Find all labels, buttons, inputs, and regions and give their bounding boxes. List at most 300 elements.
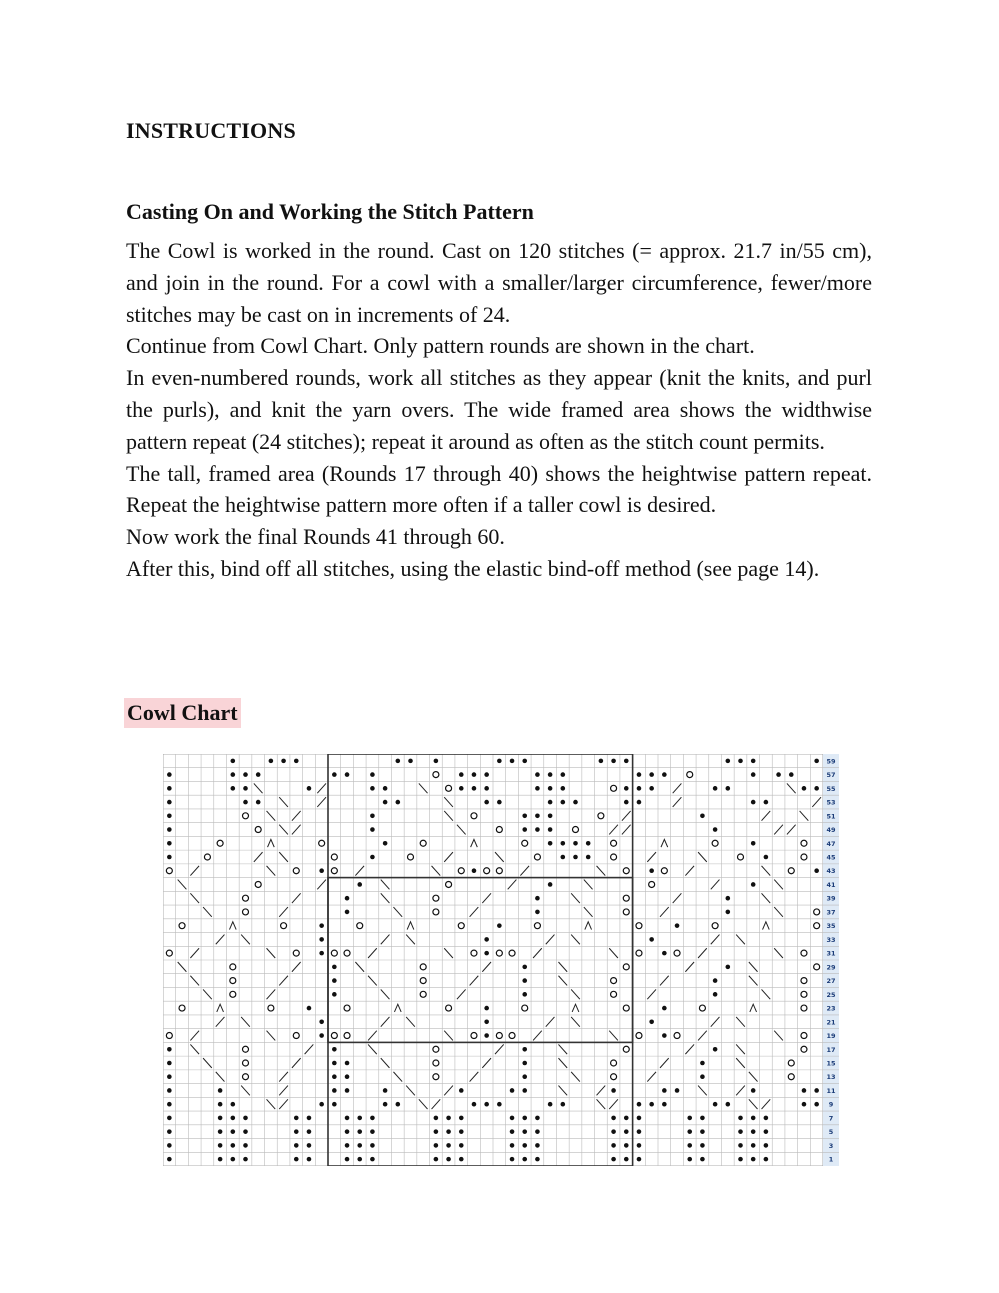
- purl-stitch: [535, 786, 540, 791]
- purl-stitch: [484, 1033, 489, 1038]
- purl-stitch: [319, 1102, 324, 1107]
- purl-stitch: [700, 1157, 705, 1162]
- purl-stitch: [726, 786, 731, 791]
- purl-stitch: [751, 1088, 756, 1093]
- purl-stitch: [522, 814, 527, 819]
- purl-stitch: [231, 1129, 236, 1134]
- round-label: 17: [826, 1045, 836, 1054]
- purl-stitch: [713, 1047, 718, 1052]
- purl-stitch: [167, 772, 172, 777]
- purl-stitch: [231, 772, 236, 777]
- purl-stitch: [535, 896, 540, 901]
- purl-stitch: [218, 1129, 223, 1134]
- purl-stitch: [535, 1143, 540, 1148]
- purl-stitch: [522, 1143, 527, 1148]
- purl-stitch: [167, 1074, 172, 1079]
- purl-stitch: [231, 1116, 236, 1121]
- round-label: 39: [826, 894, 836, 903]
- purl-stitch: [319, 951, 324, 956]
- purl-stitch: [624, 1129, 629, 1134]
- purl-stitch: [649, 772, 654, 777]
- purl-stitch: [561, 841, 566, 846]
- purl-stitch: [535, 772, 540, 777]
- purl-stitch: [294, 1143, 299, 1148]
- purl-stitch: [713, 827, 718, 832]
- purl-stitch: [319, 937, 324, 942]
- purl-stitch: [497, 1102, 502, 1107]
- purl-stitch: [446, 1157, 451, 1162]
- purl-stitch: [459, 1129, 464, 1134]
- purl-stitch: [561, 772, 566, 777]
- purl-stitch: [738, 1129, 743, 1134]
- purl-stitch: [484, 1102, 489, 1107]
- purl-stitch: [357, 1157, 362, 1162]
- purl-stitch: [319, 1033, 324, 1038]
- purl-stitch: [687, 1143, 692, 1148]
- purl-stitch: [700, 1074, 705, 1079]
- round-label: 41: [826, 880, 836, 889]
- purl-stitch: [611, 1129, 616, 1134]
- purl-stitch: [497, 800, 502, 805]
- purl-stitch: [167, 1143, 172, 1148]
- purl-stitch: [649, 1102, 654, 1107]
- purl-stitch: [535, 814, 540, 819]
- purl-stitch: [637, 1129, 642, 1134]
- purl-stitch: [649, 1020, 654, 1025]
- purl-stitch: [611, 1088, 616, 1093]
- purl-stitch: [497, 759, 502, 764]
- round-label: 59: [826, 757, 836, 766]
- purl-stitch: [522, 1157, 527, 1162]
- purl-stitch: [548, 882, 553, 887]
- purl-stitch: [446, 1116, 451, 1121]
- purl-stitch: [751, 1129, 756, 1134]
- purl-stitch: [535, 1116, 540, 1121]
- purl-stitch: [459, 1157, 464, 1162]
- chart-title: Cowl Chart: [124, 698, 241, 728]
- purl-stitch: [687, 1116, 692, 1121]
- purl-stitch: [675, 923, 680, 928]
- purl-stitch: [484, 786, 489, 791]
- purl-stitch: [484, 800, 489, 805]
- purl-stitch: [396, 800, 401, 805]
- purl-stitch: [522, 1088, 527, 1093]
- purl-stitch: [167, 800, 172, 805]
- purl-stitch: [738, 1157, 743, 1162]
- purl-stitch: [548, 814, 553, 819]
- purl-stitch: [548, 786, 553, 791]
- purl-stitch: [307, 1116, 312, 1121]
- purl-stitch: [167, 1116, 172, 1121]
- purl-stitch: [345, 1074, 350, 1079]
- purl-stitch: [726, 910, 731, 915]
- purl-stitch: [662, 951, 667, 956]
- purl-stitch: [751, 772, 756, 777]
- purl-stitch: [599, 759, 604, 764]
- paragraph-continue: Continue from Cowl Chart. Only pattern rounds are shown in the chart.: [126, 333, 755, 359]
- round-label: 29: [826, 963, 836, 972]
- purl-stitch: [434, 1116, 439, 1121]
- purl-stitch: [332, 992, 337, 997]
- purl-stitch: [561, 786, 566, 791]
- purl-stitch: [637, 1157, 642, 1162]
- purl-stitch: [243, 1116, 248, 1121]
- purl-stitch: [345, 1061, 350, 1066]
- purl-stitch: [218, 1116, 223, 1121]
- purl-stitch: [726, 1102, 731, 1107]
- purl-stitch: [700, 814, 705, 819]
- purl-stitch: [624, 1157, 629, 1162]
- purl-stitch: [332, 1061, 337, 1066]
- purl-stitch: [345, 910, 350, 915]
- purl-stitch: [535, 1157, 540, 1162]
- purl-stitch: [687, 1157, 692, 1162]
- purl-stitch: [459, 772, 464, 777]
- purl-stitch: [561, 800, 566, 805]
- purl-stitch: [243, 786, 248, 791]
- purl-stitch: [624, 1143, 629, 1148]
- purl-stitch: [307, 786, 312, 791]
- purl-stitch: [256, 800, 261, 805]
- purl-stitch: [167, 1157, 172, 1162]
- purl-stitch: [408, 759, 413, 764]
- purl-stitch: [332, 1088, 337, 1093]
- cowl-chart: [163, 754, 839, 1166]
- purl-stitch: [535, 910, 540, 915]
- purl-stitch: [764, 1129, 769, 1134]
- purl-stitch: [434, 1157, 439, 1162]
- purl-stitch: [738, 1143, 743, 1148]
- purl-stitch: [548, 800, 553, 805]
- purl-stitch: [294, 1129, 299, 1134]
- purl-stitch: [802, 786, 807, 791]
- cowl-chart-grid: [163, 754, 839, 1166]
- round-label: 23: [826, 1004, 836, 1013]
- purl-stitch: [637, 1102, 642, 1107]
- purl-stitch: [294, 759, 299, 764]
- purl-stitch: [764, 1157, 769, 1162]
- purl-stitch: [662, 772, 667, 777]
- purl-stitch: [649, 868, 654, 873]
- paragraph-bind-off: After this, bind off all stitches, using the elastic bind-off method (see page 14).: [126, 555, 820, 581]
- round-label: 19: [826, 1032, 836, 1041]
- purl-stitch: [726, 965, 731, 970]
- round-label: 3: [828, 1141, 834, 1150]
- purl-stitch: [522, 759, 527, 764]
- round-label: 45: [826, 853, 836, 862]
- purl-stitch: [357, 1116, 362, 1121]
- purl-stitch: [713, 786, 718, 791]
- purl-stitch: [535, 827, 540, 832]
- purl-stitch: [751, 841, 756, 846]
- purl-stitch: [370, 1129, 375, 1134]
- purl-stitch: [484, 1020, 489, 1025]
- purl-stitch: [586, 855, 591, 860]
- purl-stitch: [167, 841, 172, 846]
- purl-stitch: [319, 868, 324, 873]
- round-label: 5: [828, 1128, 834, 1137]
- purl-stitch: [637, 1143, 642, 1148]
- round-label: 49: [826, 826, 836, 835]
- purl-stitch: [332, 1047, 337, 1052]
- purl-stitch: [522, 992, 527, 997]
- purl-stitch: [345, 1143, 350, 1148]
- purl-stitch: [700, 1129, 705, 1134]
- purl-stitch: [472, 1102, 477, 1107]
- purl-stitch: [243, 1143, 248, 1148]
- purl-stitch: [637, 786, 642, 791]
- purl-stitch: [370, 1157, 375, 1162]
- purl-stitch: [383, 786, 388, 791]
- purl-stitch: [269, 759, 274, 764]
- purl-stitch: [396, 1102, 401, 1107]
- purl-stitch: [370, 772, 375, 777]
- round-label: 33: [826, 935, 836, 944]
- purl-stitch: [548, 1102, 553, 1107]
- purl-stitch: [167, 827, 172, 832]
- purl-stitch: [294, 1116, 299, 1121]
- purl-stitch: [522, 827, 527, 832]
- round-label: 51: [826, 812, 836, 821]
- purl-stitch: [814, 1088, 819, 1093]
- purl-stitch: [167, 1047, 172, 1052]
- round-label: 47: [826, 839, 836, 848]
- purl-stitch: [332, 1074, 337, 1079]
- purl-stitch: [497, 923, 502, 928]
- purl-stitch: [662, 1033, 667, 1038]
- purl-stitch: [611, 1116, 616, 1121]
- round-label: 13: [826, 1073, 836, 1082]
- purl-stitch: [548, 827, 553, 832]
- purl-stitch: [548, 841, 553, 846]
- round-label: 9: [828, 1100, 834, 1109]
- purl-stitch: [637, 772, 642, 777]
- purl-stitch: [535, 1129, 540, 1134]
- purl-stitch: [484, 772, 489, 777]
- purl-stitch: [713, 992, 718, 997]
- purl-stitch: [459, 1088, 464, 1093]
- round-label: 31: [826, 949, 836, 958]
- purl-stitch: [522, 1061, 527, 1066]
- purl-stitch: [522, 1116, 527, 1121]
- purl-stitch: [383, 1088, 388, 1093]
- round-label: 7: [828, 1114, 834, 1123]
- purl-stitch: [510, 759, 515, 764]
- paragraph-height-repeat: The tall, framed area (Rounds 17 through 40) shows the heightwise pattern repeat. Repeat the heightwise pattern more often if a taller cowl is desired.: [126, 460, 872, 518]
- purl-stitch: [307, 1129, 312, 1134]
- purl-stitch: [802, 1088, 807, 1093]
- purl-stitch: [726, 759, 731, 764]
- purl-stitch: [307, 1157, 312, 1162]
- purl-stitch: [434, 1143, 439, 1148]
- purl-stitch: [611, 759, 616, 764]
- purl-stitch: [345, 772, 350, 777]
- purl-stitch: [713, 978, 718, 983]
- purl-stitch: [738, 1116, 743, 1121]
- purl-stitch: [383, 841, 388, 846]
- purl-stitch: [434, 1129, 439, 1134]
- purl-stitch: [624, 1116, 629, 1121]
- purl-stitch: [624, 786, 629, 791]
- purl-stitch: [484, 1006, 489, 1011]
- purl-stitch: [586, 841, 591, 846]
- purl-stitch: [624, 759, 629, 764]
- round-label: 25: [826, 990, 836, 999]
- purl-stitch: [713, 1102, 718, 1107]
- purl-stitch: [510, 1129, 515, 1134]
- purl-stitch: [307, 1006, 312, 1011]
- purl-stitch: [167, 1061, 172, 1066]
- round-label: 53: [826, 798, 836, 807]
- purl-stitch: [751, 1143, 756, 1148]
- purl-stitch: [573, 841, 578, 846]
- round-label: 57: [826, 771, 836, 780]
- purl-stitch: [522, 965, 527, 970]
- purl-stitch: [357, 1143, 362, 1148]
- purl-stitch: [522, 1129, 527, 1134]
- purl-stitch: [814, 1102, 819, 1107]
- purl-stitch: [573, 855, 578, 860]
- purl-stitch: [370, 814, 375, 819]
- purl-stitch: [738, 759, 743, 764]
- purl-stitch: [446, 1143, 451, 1148]
- purl-stitch: [637, 800, 642, 805]
- purl-stitch: [561, 1102, 566, 1107]
- purl-stitch: [383, 1102, 388, 1107]
- round-label: 21: [826, 1018, 836, 1027]
- purl-stitch: [472, 786, 477, 791]
- purl-stitch: [231, 759, 236, 764]
- purl-stitch: [357, 1129, 362, 1134]
- purl-stitch: [357, 882, 362, 887]
- purl-stitch: [167, 1088, 172, 1093]
- purl-stitch: [243, 800, 248, 805]
- purl-stitch: [751, 1116, 756, 1121]
- purl-stitch: [649, 937, 654, 942]
- purl-stitch: [510, 1116, 515, 1121]
- purl-stitch: [611, 1157, 616, 1162]
- round-label: 43: [826, 867, 836, 876]
- purl-stitch: [294, 1157, 299, 1162]
- purl-stitch: [370, 1116, 375, 1121]
- purl-stitch: [522, 1074, 527, 1079]
- purl-stitch: [396, 759, 401, 764]
- purl-stitch: [751, 800, 756, 805]
- purl-stitch: [637, 1116, 642, 1121]
- purl-stitch: [307, 1143, 312, 1148]
- purl-stitch: [573, 800, 578, 805]
- purl-stitch: [510, 1157, 515, 1162]
- purl-stitch: [472, 868, 477, 873]
- purl-stitch: [662, 1006, 667, 1011]
- purl-stitch: [218, 1143, 223, 1148]
- purl-stitch: [243, 1129, 248, 1134]
- purl-stitch: [764, 1116, 769, 1121]
- purl-stitch: [611, 1143, 616, 1148]
- purl-stitch: [649, 786, 654, 791]
- round-label: 1: [828, 1155, 834, 1164]
- purl-stitch: [256, 772, 261, 777]
- purl-stitch: [726, 896, 731, 901]
- round-label: 55: [826, 784, 836, 793]
- purl-stitch: [700, 1143, 705, 1148]
- purl-stitch: [484, 951, 489, 956]
- purl-stitch: [319, 923, 324, 928]
- purl-stitch: [459, 1143, 464, 1148]
- purl-stitch: [789, 772, 794, 777]
- purl-stitch: [345, 1088, 350, 1093]
- purl-stitch: [548, 772, 553, 777]
- purl-stitch: [675, 1088, 680, 1093]
- purl-stitch: [167, 1129, 172, 1134]
- purl-stitch: [281, 759, 286, 764]
- purl-stitch: [345, 1157, 350, 1162]
- purl-stitch: [459, 1116, 464, 1121]
- purl-stitch: [345, 896, 350, 901]
- purl-stitch: [167, 1102, 172, 1107]
- instructions-body: [126, 235, 872, 585]
- purl-stitch: [510, 1143, 515, 1148]
- purl-stitch: [814, 786, 819, 791]
- paragraph-final-rounds: Now work the final Rounds 41 through 60.: [126, 524, 505, 550]
- purl-stitch: [383, 800, 388, 805]
- purl-stitch: [370, 855, 375, 860]
- purl-stitch: [459, 786, 464, 791]
- round-label: 35: [826, 922, 836, 931]
- purl-stitch: [687, 1129, 692, 1134]
- purl-stitch: [764, 855, 769, 860]
- purl-stitch: [167, 786, 172, 791]
- round-label: 27: [826, 977, 836, 986]
- purl-stitch: [218, 1157, 223, 1162]
- purl-stitch: [231, 786, 236, 791]
- purl-stitch: [751, 882, 756, 887]
- purl-stitch: [624, 800, 629, 805]
- purl-stitch: [764, 800, 769, 805]
- purl-stitch: [218, 1102, 223, 1107]
- purl-stitch: [814, 868, 819, 873]
- purl-stitch: [370, 786, 375, 791]
- purl-stitch: [484, 937, 489, 942]
- purl-stitch: [446, 1129, 451, 1134]
- purl-stitch: [243, 1157, 248, 1162]
- purl-stitch: [662, 1102, 667, 1107]
- purl-stitch: [231, 1102, 236, 1107]
- purl-stitch: [700, 1116, 705, 1121]
- purl-stitch: [167, 814, 172, 819]
- purl-stitch: [510, 1088, 515, 1093]
- purl-stitch: [814, 759, 819, 764]
- purl-stitch: [370, 1143, 375, 1148]
- purl-stitch: [522, 1047, 527, 1052]
- purl-stitch: [231, 1157, 236, 1162]
- paragraph-even-rounds: In even-numbered rounds, work all stitches as they appear (knit the knits, and purl the purls), and knit the yarn overs. The wide framed area shows the widthwise pattern repeat (24 stitches); repeat it around as often as the stitch count permits.: [126, 365, 872, 454]
- purl-stitch: [776, 772, 781, 777]
- purl-stitch: [434, 759, 439, 764]
- purl-stitch: [167, 855, 172, 860]
- purl-stitch: [332, 1102, 337, 1107]
- purl-stitch: [802, 1102, 807, 1107]
- purl-stitch: [751, 759, 756, 764]
- purl-stitch: [218, 1088, 223, 1093]
- purl-stitch: [332, 978, 337, 983]
- purl-stitch: [243, 772, 248, 777]
- section-title: Casting On and Working the Stitch Pattern: [126, 199, 534, 224]
- purl-stitch: [231, 1143, 236, 1148]
- round-label: 15: [826, 1059, 836, 1068]
- purl-stitch: [764, 1143, 769, 1148]
- purl-stitch: [345, 1129, 350, 1134]
